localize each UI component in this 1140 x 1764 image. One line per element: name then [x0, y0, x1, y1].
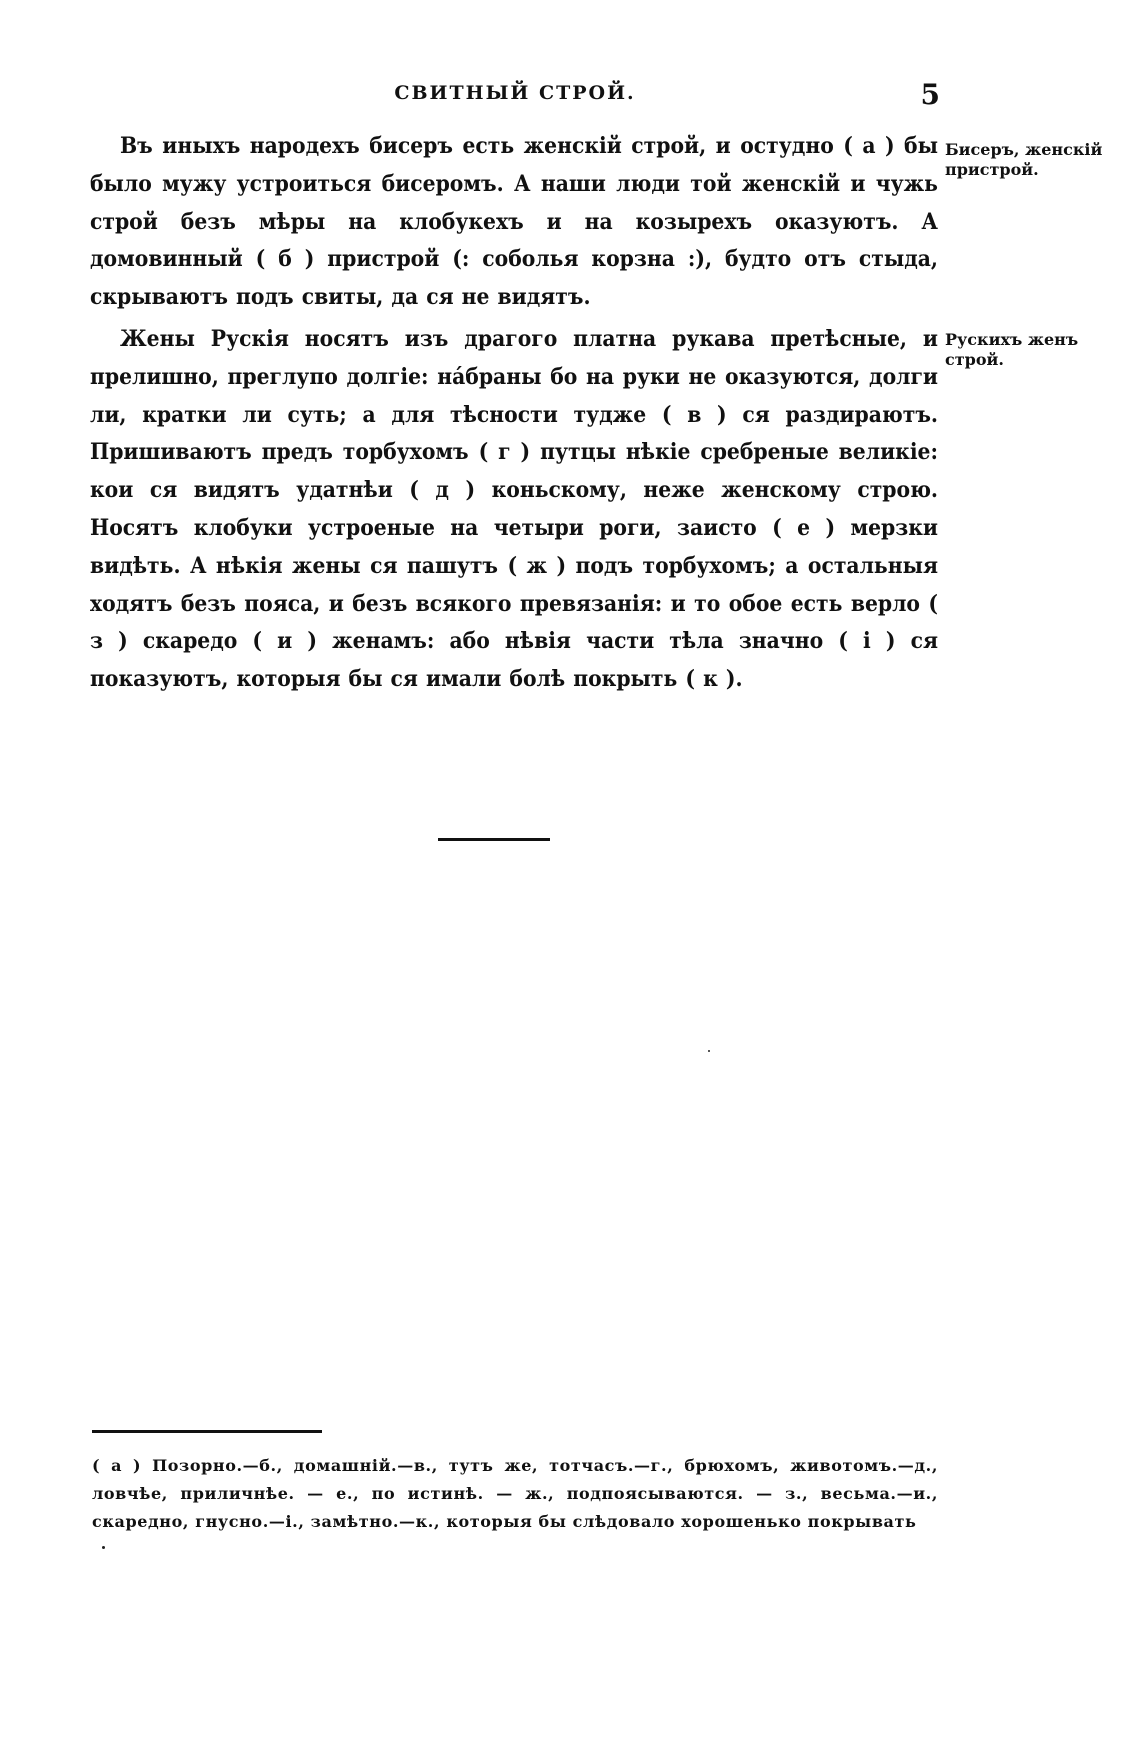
page-number: 5: [920, 78, 940, 111]
footnote-divider: [92, 1430, 322, 1433]
margin-note-2: Рускихъ женъ строй.: [945, 330, 1079, 369]
print-speck: [102, 1546, 105, 1549]
section-divider: [438, 838, 550, 841]
running-head: [90, 78, 940, 114]
paragraph-1: Въ иныхъ народехъ бисеръ есть женскій строй, и остудно ( а ) бы было мужу устроиться бисеромъ. А наши люди той женскій и чужь строй безъ мѣры на клобукехъ и на козырехъ оказуютъ. А домовинный ( б ) пристрой (: соболья корзна :), будто отъ стыда, скрываютъ подъ свиты, да ся не видятъ.: [90, 133, 938, 311]
paragraph-2: Жены Рускія носятъ изъ драгого платна рукава претѣсные, и прелишно, преглупо долгіе: нáбраны бо на руки не оказуются, долги ли, кратки ли суть; а для тѣсности тудже ( в ) ся раздираютъ. Пришиваютъ предъ торбухомъ ( г ) путцы нѣкіе сребреные великіе: кои ся видятъ удатнѣи ( д ) коньскому, неже женскому строю. Носятъ клобуки устроеные на четыри роги, заисто ( е ) мерзки видѣть. А нѣкія жены ся пашутъ ( ж ) подъ торбухомъ; а остальныя ходятъ безъ пояса, и безъ всякого превязанія: и то обое есть верло ( з ) скаредо ( и ) женамъ: або нѣвія части тѣла значно ( і ) ся показуютъ, которыя бы ся имали болѣ покрыть ( к ).: [90, 325, 938, 693]
main-text: [90, 128, 938, 703]
margin-note-1: Бисеръ, женскій пристрой.: [945, 140, 1103, 179]
running-title: СВИТНЫЙ СТРОЙ.: [394, 82, 636, 104]
print-speck: [708, 1050, 710, 1052]
footnote: ( а ) Позорно.—б., домашній.—в., тутъ же, тотчасъ.—г., брюхомъ, животомъ.—д., ловчѣе, приличнѣе. — е., по истинѣ. — ж., подпоясываются. — з., весьма.—и., скаредно, гнусно.—і., замѣтно.—к., которыя бы слѣдовало хорошенько покрывать: [92, 1456, 938, 1531]
